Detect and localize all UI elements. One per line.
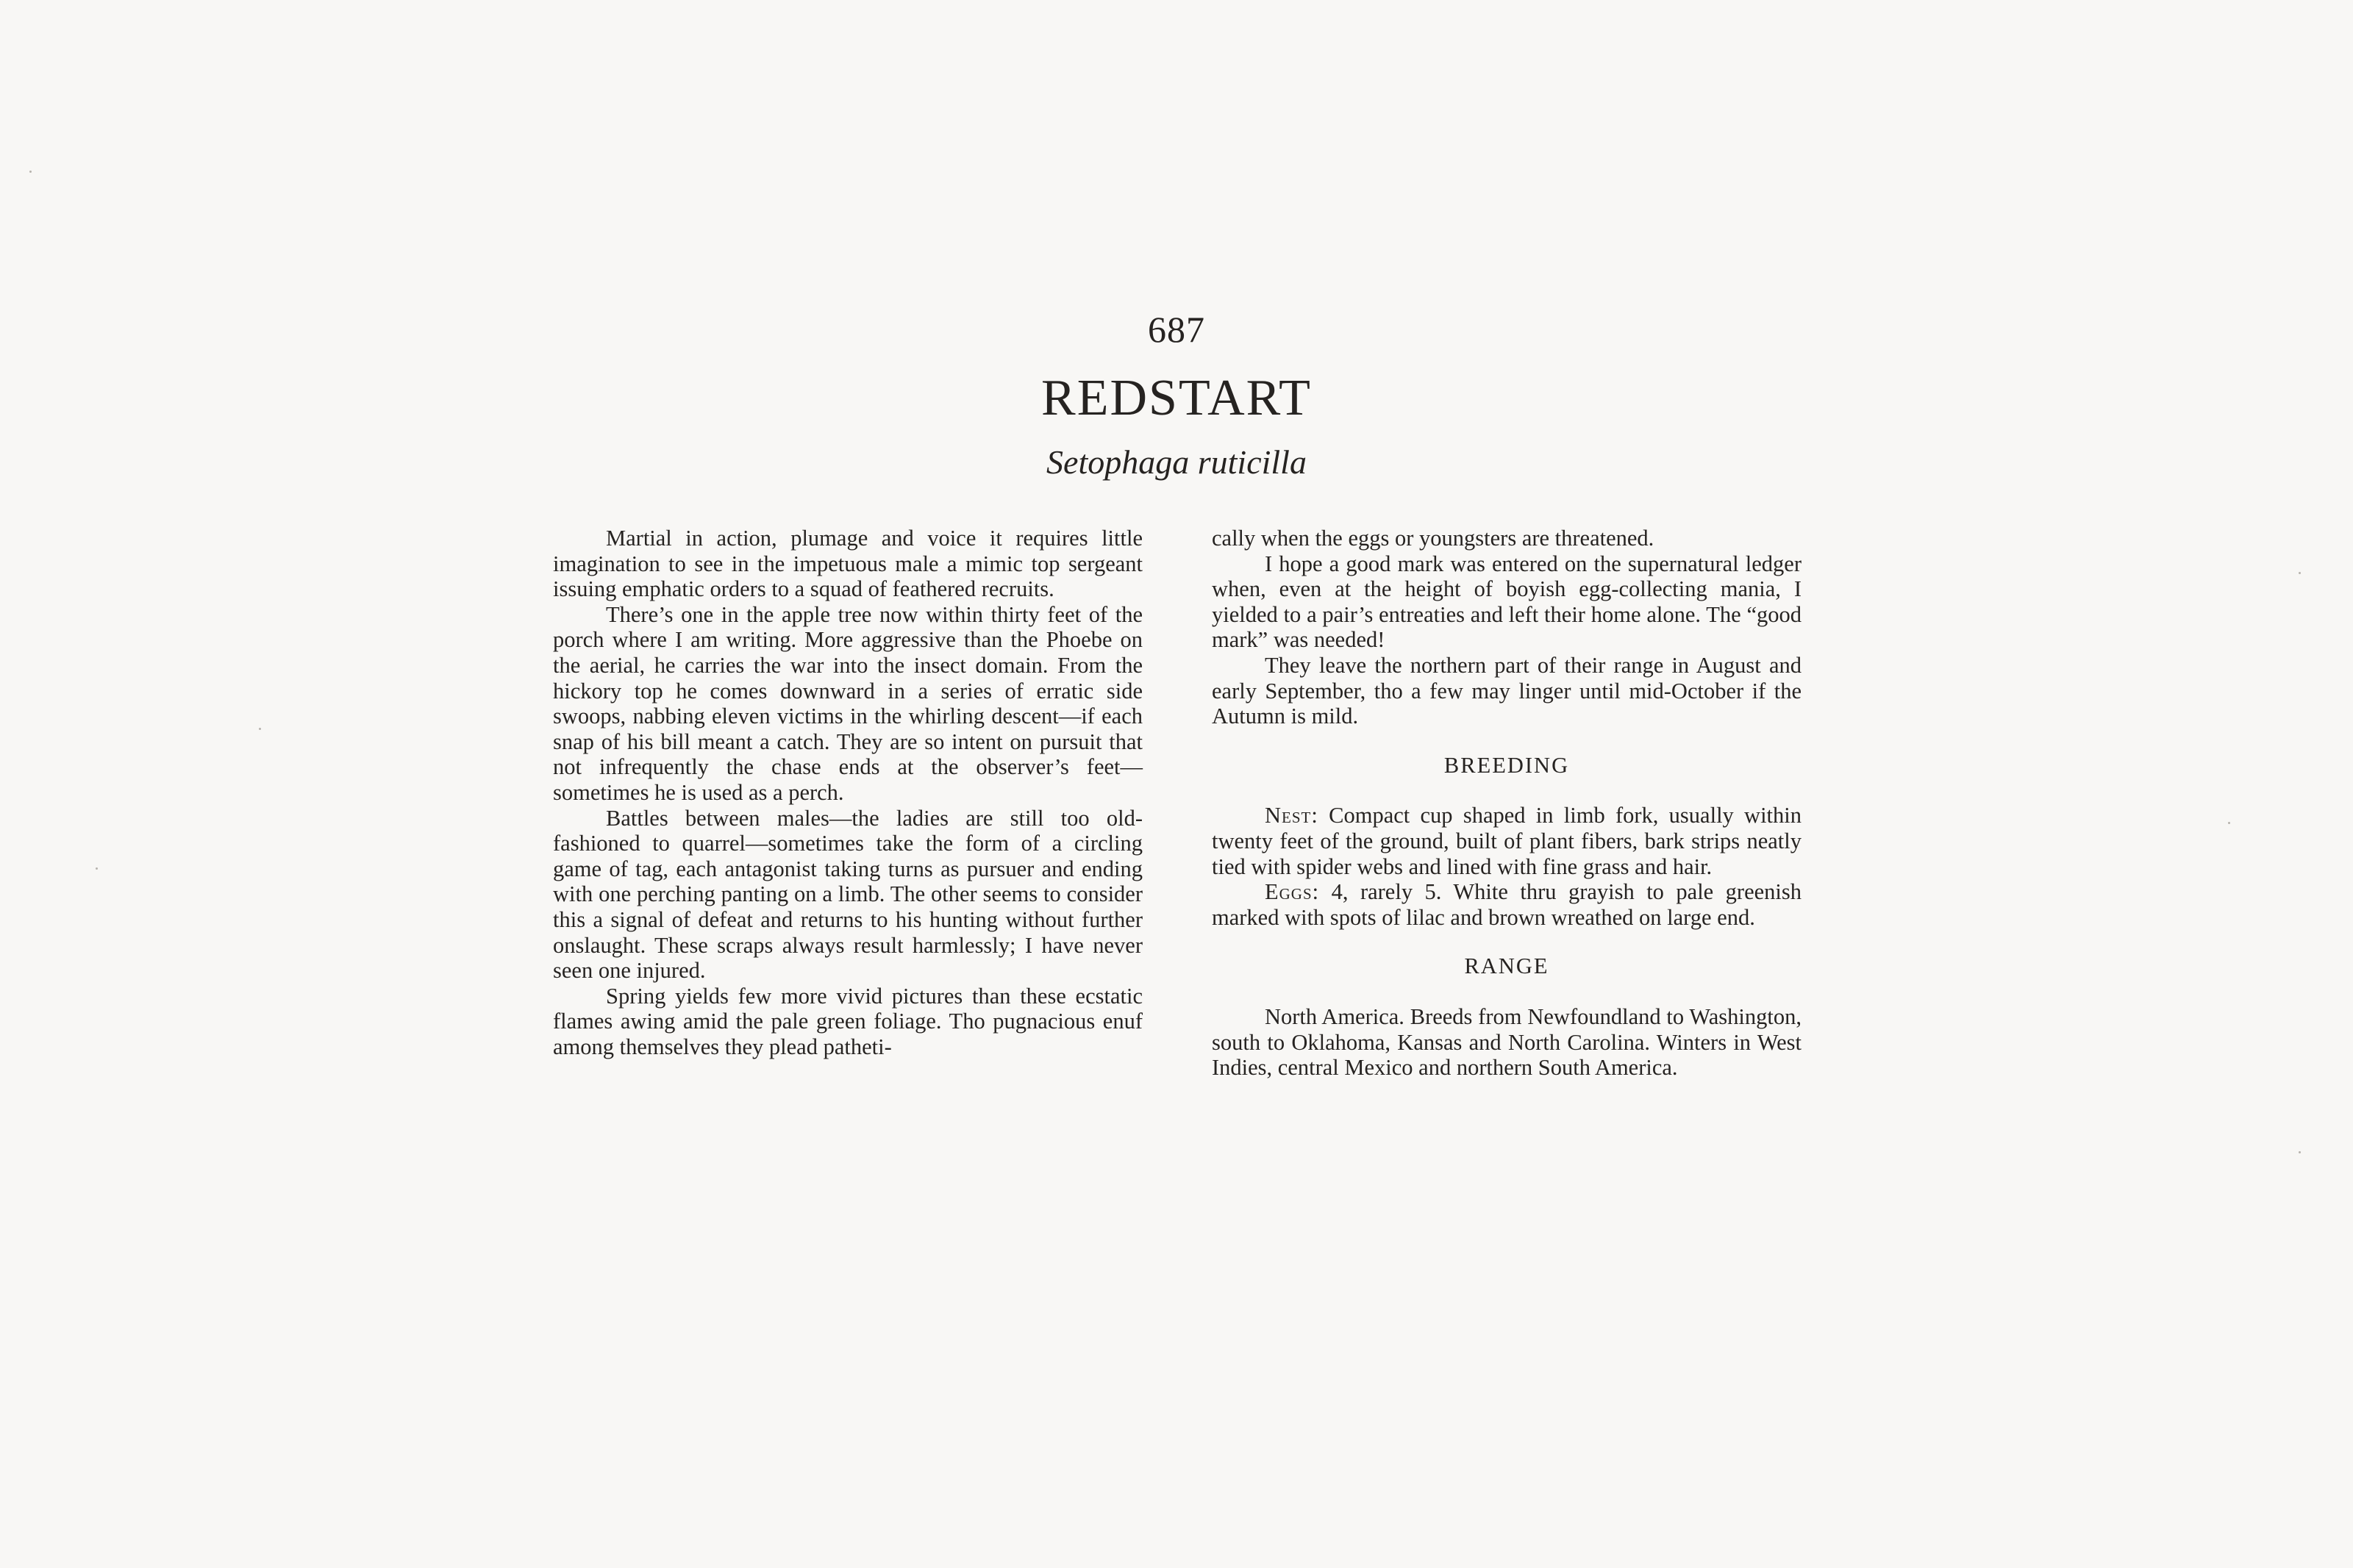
scan-speck [2299, 1151, 2301, 1153]
eggs-label: Eggs: [1265, 879, 1320, 905]
scan-speck [2299, 572, 2301, 574]
scan-speck [259, 728, 261, 730]
scan-speck [29, 171, 32, 173]
body-paragraph: I hope a good mark was entered on the supernatural ledger when, even at the height of boyish egg-collecting mania, I yielded to a pair’s entreaties and left their home alone. The “good mark” was needed! [1212, 551, 1802, 653]
body-paragraph: They leave the northern part of their range in August and early September, tho a few may linger until mid-October if the Autumn is mild. [1212, 652, 1802, 729]
range-heading: RANGE [1464, 953, 1549, 979]
nest-label: Nest: [1265, 803, 1318, 828]
range-paragraph: North America. Breeds from Newfoundland to Washington, south to Oklahoma, Kansas and North Carolina. Winters in West Indies, central Mexico and northern South America. [1212, 1003, 1802, 1081]
right-column [1212, 526, 1802, 1081]
body-paragraph: Martial in action, plumage and voice it requires little imagination to see in the impetuous male a mimic top sergeant issuing emphatic orders to a squad of feathered recruits. [553, 526, 1143, 602]
eggs-text: 4, rarely 5. White thru grayish to pale greenish marked with spots of lilac and brown wreathed on large end. [1212, 879, 1802, 930]
page-title: REDSTART [1041, 370, 1312, 426]
nest-paragraph [1212, 803, 1802, 879]
body-paragraph: There’s one in the apple tree now within thirty feet of the porch where I am writing. More aggressive than the Phoebe on the aerial, he carries the war into the insect domain. From the hickory top he comes downward in a series of erratic side swoops, nabbing eleven victims in the whirling descent—if each snap of his bill meant a catch. They are so intent on pursuit that not infrequently the chase ends at the observer’s feet—sometimes he is used as a perch. [553, 601, 1143, 805]
body-paragraph: Battles between males—the ladies are still too old-fashioned to quarrel—sometimes take the form of a circling game of tag, each antagonist taking turns as pursuer and ending with one perching panting on a limb. The other seems to consider this a signal of defeat and returns to his hunting without further onslaught. These scraps always result harmlessly; I have never seen one injured. [553, 805, 1143, 984]
left-column [553, 526, 1143, 1059]
eggs-paragraph [1212, 879, 1802, 930]
continued-paragraph: cally when the eggs or youngsters are threatened. [1212, 526, 1654, 551]
scan-speck [2228, 822, 2230, 824]
page-number: 687 [1148, 309, 1205, 350]
body-paragraph: Spring yields few more vivid pictures than these ecstatic flames awing amid the pale green foliage. Tho pugnacious enuf among themselves they plead patheti- [553, 983, 1143, 1059]
breeding-heading: BREEDING [1443, 752, 1570, 778]
nest-text: Compact cup shaped in limb fork, usually within twenty feet of the ground, built of plant fibers, bark strips neatly tied with spider webs and lined with fine grass and hair. [1212, 803, 1802, 879]
scan-speck [96, 867, 98, 870]
latin-name: Setophaga ruticilla [1046, 443, 1307, 481]
